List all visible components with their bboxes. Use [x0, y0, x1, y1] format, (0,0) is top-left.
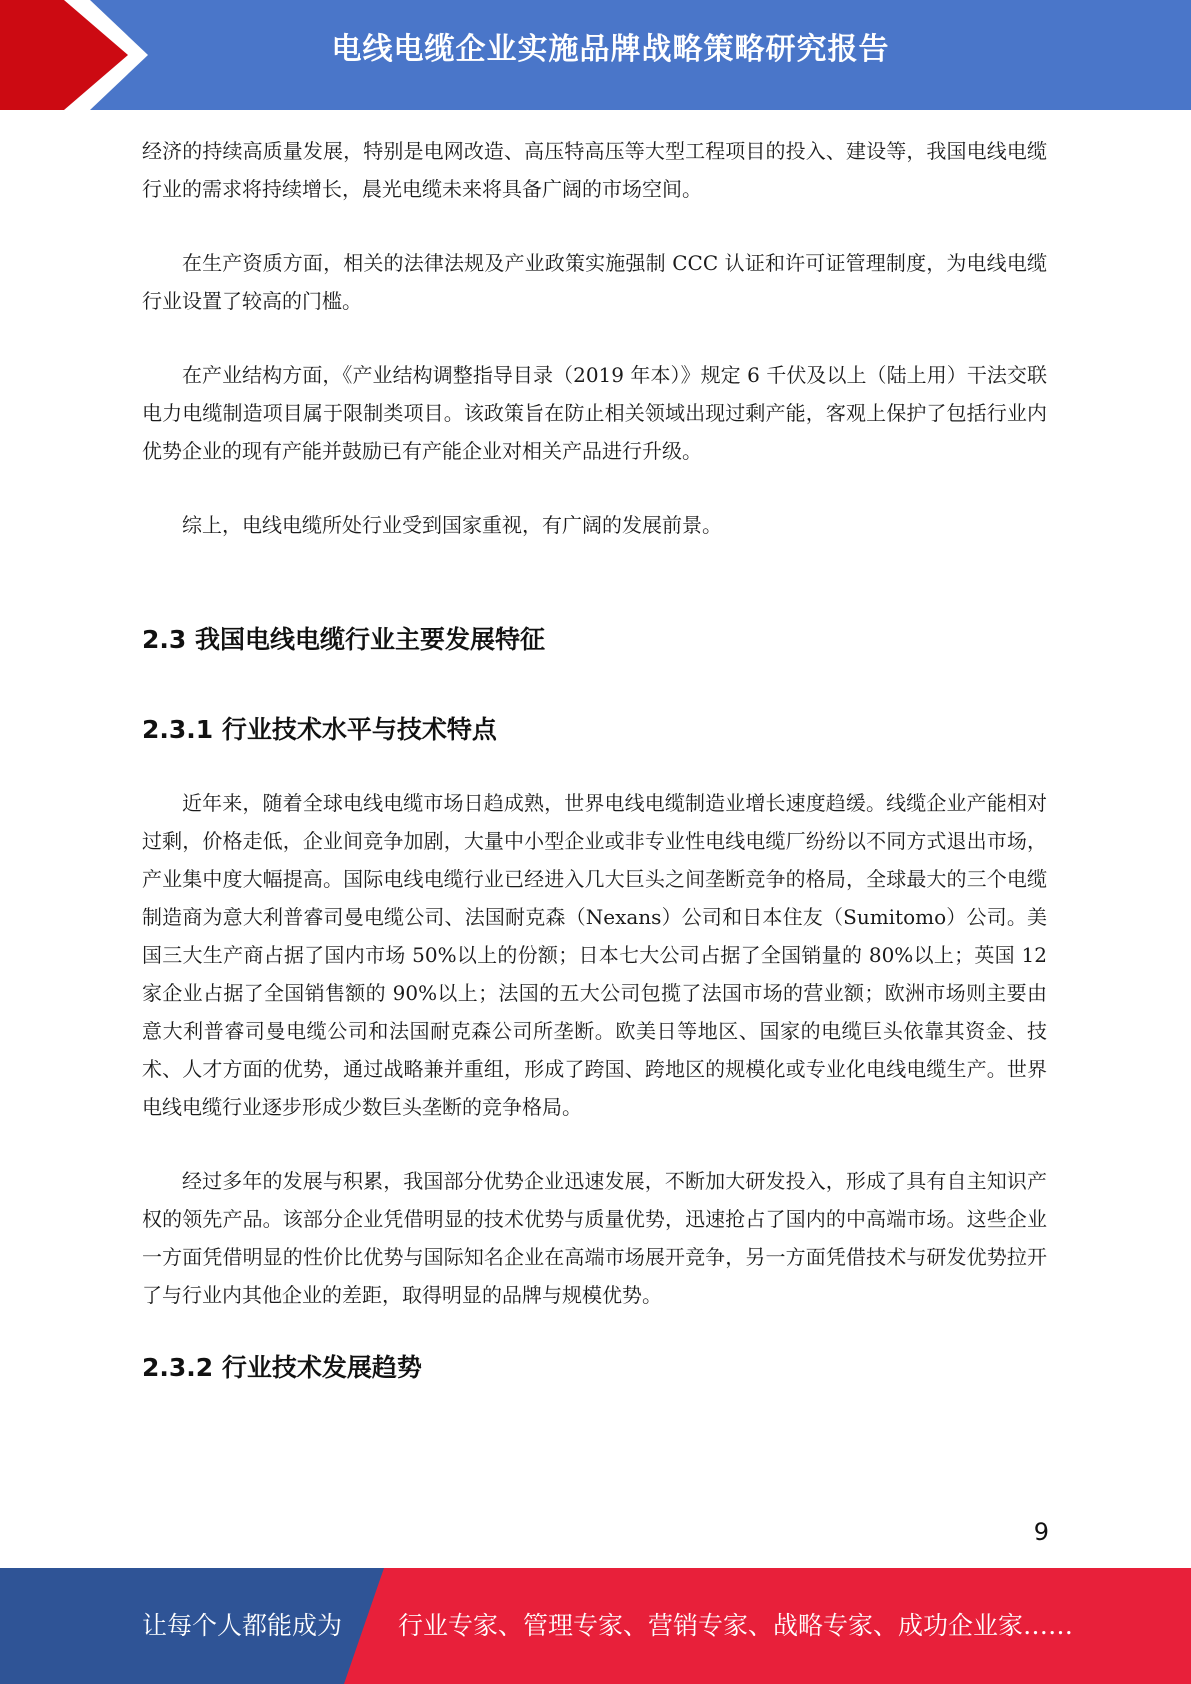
footer-slogan-right: 行业专家、管理专家、营销专家、战略专家、成功企业家…… — [398, 1611, 1074, 1640]
footer-bar — [0, 1568, 1191, 1684]
document-body — [142, 132, 1047, 1384]
section-heading-2-3-1: 2.3.1 行业技术水平与技术特点 — [142, 715, 497, 744]
paragraph: 综上，电线电缆所处行业受到国家重视，有广阔的发展前景。 — [182, 513, 722, 537]
paragraph: 在产业结构方面，《产业结构调整指导目录（2019 年本）》规定 6 千伏及以上（陆上用）干法交联电力电缆制造项目属于限制类项目。该政策旨在防止相关领域出现过剩产能，客观上保护了包括行业内优势企业的现有产能并鼓励已有产能企业对相关产品进行升级。 — [142, 363, 1047, 463]
page-number: 9 — [1033, 1518, 1049, 1546]
section-heading-2-3: 2.3 我国电线电缆行业主要发展特征 — [142, 625, 545, 654]
footer-slogan-left: 让每个人都能成为 — [142, 1611, 343, 1640]
paragraph: 经过多年的发展与积累，我国部分优势企业迅速发展，不断加大研发投入，形成了具有自主知识产权的领先产品。该部分企业凭借明显的技术优势与质量优势，迅速抢占了国内的中高端市场。这些企业一方面凭借明显的性价比优势与国际知名企业在高端市场展开竞争，另一方面凭借技术与研发优势拉开了与行业内其他企业的差距，取得明显的品牌与规模优势。 — [142, 1169, 1047, 1307]
paragraph: 经济的持续高质量发展，特别是电网改造、高压特高压等大型工程项目的投入、建设等，我国电线电缆行业的需求将持续增长，晨光电缆未来将具备广阔的市场空间。 — [142, 139, 1047, 201]
paragraph: 近年来，随着全球电线电缆市场日趋成熟，世界电线电缆制造业增长速度趋缓。线缆企业产能相对过剩，价格走低，企业间竞争加剧，大量中小型企业或非专业性电线电缆厂纷纷以不同方式退出市场，产业集中度大幅提高。国际电线电缆行业已经进入几大巨头之间垄断竞争的格局，全球最大的三个电缆制造商为意大利普睿司曼电缆公司、法国耐克森（Nexans）公司和日本住友（Sumitomo）公司。美国三大生产商占据了国内市场 50%以上的份额；日本七大公司占据了全国销量的 80%以上；英国 12 家企业占据了全国销售额的 90%以上；法国的五大公司包揽了法国市场的营业额；欧洲市场则主要由意大利普睿司曼电缆公司和法国耐克森公司所垄断。欧美日等地区、国家的电缆巨头依靠其资金、技术、人才方面的优势，通过战略兼并重组，形成了跨国、跨地区的规模化或专业化电线电缆生产。世界电线电缆行业逐步形成少数巨头垄断的竞争格局。 — [142, 791, 1047, 1119]
header-arrow-decoration — [0, 0, 160, 110]
report-title: 电线电缆企业实施品牌战略策略研究报告 — [331, 32, 890, 67]
header-bar — [0, 0, 1191, 110]
paragraph: 在生产资质方面，相关的法律法规及产业政策实施强制 CCC 认证和许可证管理制度，为电线电缆行业设置了较高的门槛。 — [142, 251, 1047, 313]
section-heading-2-3-2: 2.3.2 行业技术发展趋势 — [142, 1353, 422, 1382]
